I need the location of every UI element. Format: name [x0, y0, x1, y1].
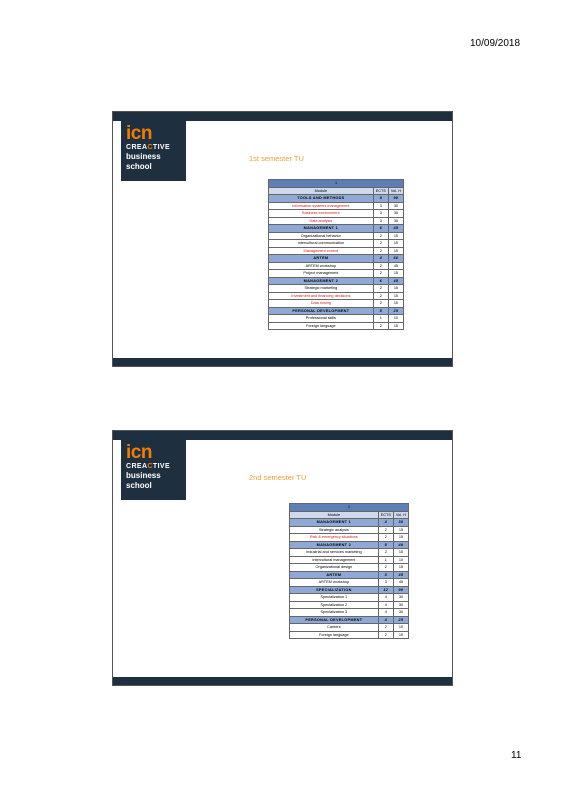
volume-hours: 45: [388, 225, 403, 233]
volume-hours: 90: [388, 195, 403, 203]
ects-value: 6: [373, 225, 388, 233]
module-name: Investment and financing decisions: [269, 292, 374, 300]
module-name: Foreign language: [290, 631, 379, 639]
table-row: [269, 202, 404, 210]
slide-semester-1: [112, 111, 453, 367]
ects-value: 4: [378, 616, 393, 624]
section-row: [269, 225, 404, 233]
ects-value: 2: [373, 292, 388, 300]
module-name: ARTEM: [269, 255, 374, 263]
ects-value: 2: [378, 549, 393, 557]
module-name: ARTEM workshop: [290, 579, 379, 587]
volume-hours: 30: [393, 519, 408, 527]
volume-hours: 40: [393, 541, 408, 549]
volume-hours: 15: [388, 292, 403, 300]
slide-bottom-bar: [113, 358, 452, 366]
volume-hours: 10: [393, 556, 408, 564]
module-name: Management control: [269, 247, 374, 255]
table-row: [269, 232, 404, 240]
slide-title: 2nd semester TU: [249, 473, 307, 482]
volume-hours: 30: [388, 202, 403, 210]
logo-icn: icn: [126, 123, 152, 144]
ects-value: 3: [373, 210, 388, 218]
ects-value: 3: [373, 202, 388, 210]
ects-value: 2: [378, 534, 393, 542]
ects-value: 2: [378, 564, 393, 572]
table-row: [290, 609, 409, 617]
volume-hours: 15: [388, 240, 403, 248]
table-row: [269, 292, 404, 300]
module-name: Organizational design: [290, 564, 379, 572]
ects-value: 2: [373, 322, 388, 330]
table-column-headers: [269, 187, 404, 195]
table-row: [290, 564, 409, 572]
volume-hours: 25: [393, 616, 408, 624]
ects-value: 4: [378, 594, 393, 602]
ects-value: 2: [373, 270, 388, 278]
logo-creative: CREACTIVE: [126, 463, 171, 470]
module-name: Risk & emergency situations: [290, 534, 379, 542]
section-row: [269, 277, 404, 285]
module-name: SPECIALIZATION: [290, 586, 379, 594]
section-row: [269, 255, 404, 263]
module-name: Intercultural management: [290, 556, 379, 564]
module-name: TOOLS AND METHODS: [269, 195, 374, 203]
table-row: [269, 247, 404, 255]
module-table: [289, 503, 409, 639]
logo-school: school: [126, 481, 152, 490]
section-row: [269, 195, 404, 203]
module-name: PERSONAL DEVELOPMENT: [290, 616, 379, 624]
table-row: [290, 549, 409, 557]
volume-hours: 60: [388, 255, 403, 263]
module-name: Data analysis: [269, 217, 374, 225]
volume-hours: 90: [393, 586, 408, 594]
volume-hours: 15: [388, 285, 403, 293]
table-row: [290, 594, 409, 602]
module-name: MANAGEMENT 1: [290, 519, 379, 527]
slide-top-bar: [113, 112, 452, 121]
volume-hours: 30: [393, 609, 408, 617]
volume-hours: 25: [388, 307, 403, 315]
module-name: ARTEM: [290, 571, 379, 579]
module-name: Business environment: [269, 210, 374, 218]
volume-hours: 15: [393, 564, 408, 572]
page-number: 11: [511, 750, 522, 761]
table-header-row: [269, 180, 404, 188]
table-row: [269, 210, 404, 218]
ects-value: 6: [373, 277, 388, 285]
module-name: ARTEM workshop: [269, 262, 374, 270]
module-name: Strategic analysis: [290, 526, 379, 534]
ects-value: 2: [378, 631, 393, 639]
section-row: [290, 571, 409, 579]
ects-value: 2: [378, 624, 393, 632]
table-column-headers: [290, 511, 409, 519]
slide-top-bar: [113, 431, 452, 440]
column-header: ECTS: [373, 187, 388, 195]
section-row: [290, 616, 409, 624]
table-row: [290, 624, 409, 632]
module-name: Project management: [269, 270, 374, 278]
table-row: [269, 315, 404, 323]
icn-logo: [121, 121, 186, 181]
ects-value: 2: [373, 232, 388, 240]
ects-value: 3: [373, 217, 388, 225]
table-row: [290, 526, 409, 534]
table-row: [290, 601, 409, 609]
section-row: [269, 307, 404, 315]
table-header-row: [290, 504, 409, 512]
table-row: [269, 322, 404, 330]
ects-value: 3: [378, 571, 393, 579]
ects-value: 5: [373, 307, 388, 315]
ects-value: 3: [378, 579, 393, 587]
volume-hours: 30: [393, 601, 408, 609]
volume-hours: 10: [388, 315, 403, 323]
table-row: [290, 579, 409, 587]
page-date: 10/09/2018: [470, 38, 521, 49]
semester-number: 1: [269, 180, 404, 188]
module-name: Organizational behavior: [269, 232, 374, 240]
table-row: [269, 262, 404, 270]
table-row: [269, 270, 404, 278]
volume-hours: 15: [393, 549, 408, 557]
volume-hours: 45: [388, 262, 403, 270]
module-name: Specialization 3: [290, 609, 379, 617]
ects-value: 5: [378, 541, 393, 549]
module-name: MANAGEMENT 1: [269, 225, 374, 233]
logo-business: business: [126, 471, 161, 480]
slide-semester-2: [112, 430, 453, 686]
module-name: Industrial and services marketing: [290, 549, 379, 557]
module-name: Data mining: [269, 300, 374, 308]
logo-school: school: [126, 162, 152, 171]
volume-hours: 15: [388, 300, 403, 308]
table-row: [290, 534, 409, 542]
ects-value: 2: [373, 247, 388, 255]
module-name: Foreign language: [269, 322, 374, 330]
volume-hours: 15: [388, 247, 403, 255]
module-name: Specialization 1: [290, 594, 379, 602]
volume-hours: 30: [388, 210, 403, 218]
ects-value: 4: [373, 255, 388, 263]
volume-hours: 15: [393, 526, 408, 534]
logo-creative: CREACTIVE: [126, 144, 171, 151]
ects-value: 1: [373, 315, 388, 323]
ects-value: 2: [373, 240, 388, 248]
ects-value: 2: [373, 285, 388, 293]
ects-value: 12: [378, 586, 393, 594]
ects-value: 9: [373, 195, 388, 203]
volume-hours: 15: [393, 631, 408, 639]
module-table: [268, 179, 404, 330]
module-name: Intercultural communication: [269, 240, 374, 248]
logo-icn: icn: [126, 442, 152, 463]
volume-hours: 30: [393, 594, 408, 602]
module-name: Specialization 2: [290, 601, 379, 609]
volume-hours: 45: [388, 277, 403, 285]
volume-hours: 30: [388, 217, 403, 225]
ects-value: 4: [378, 609, 393, 617]
table-row: [269, 217, 404, 225]
column-header: Module: [269, 187, 374, 195]
column-header: Vol. H: [393, 511, 408, 519]
volume-hours: 10: [393, 624, 408, 632]
ects-value: 1: [378, 556, 393, 564]
volume-hours: 45: [393, 579, 408, 587]
column-header: ECTS: [378, 511, 393, 519]
logo-business: business: [126, 152, 161, 161]
table-row: [269, 285, 404, 293]
volume-hours: 15: [393, 534, 408, 542]
semester-number: 2: [290, 504, 409, 512]
table-row: [269, 240, 404, 248]
module-name: PERSONAL DEVELOPMENT: [269, 307, 374, 315]
column-header: Module: [290, 511, 379, 519]
module-name: Careers: [290, 624, 379, 632]
module-name: MANAGEMENT 2: [290, 541, 379, 549]
section-row: [290, 586, 409, 594]
table-row: [290, 556, 409, 564]
column-header: Vol. H: [388, 187, 403, 195]
volume-hours: 15: [388, 322, 403, 330]
ects-value: 2: [373, 300, 388, 308]
ects-value: 4: [378, 519, 393, 527]
ects-value: 2: [373, 262, 388, 270]
ects-value: 4: [378, 601, 393, 609]
module-name: Professional skills: [269, 315, 374, 323]
volume-hours: 45: [393, 571, 408, 579]
module-name: Information systems management: [269, 202, 374, 210]
module-name: Strategic marketing: [269, 285, 374, 293]
volume-hours: 15: [388, 232, 403, 240]
slide-title: 1st semester TU: [249, 154, 304, 163]
module-name: MANAGEMENT 2: [269, 277, 374, 285]
slide-bottom-bar: [113, 677, 452, 685]
section-row: [290, 541, 409, 549]
table-row: [269, 300, 404, 308]
volume-hours: 15: [388, 270, 403, 278]
ects-value: 2: [378, 526, 393, 534]
section-row: [290, 519, 409, 527]
table-row: [290, 631, 409, 639]
icn-logo: [121, 440, 186, 500]
